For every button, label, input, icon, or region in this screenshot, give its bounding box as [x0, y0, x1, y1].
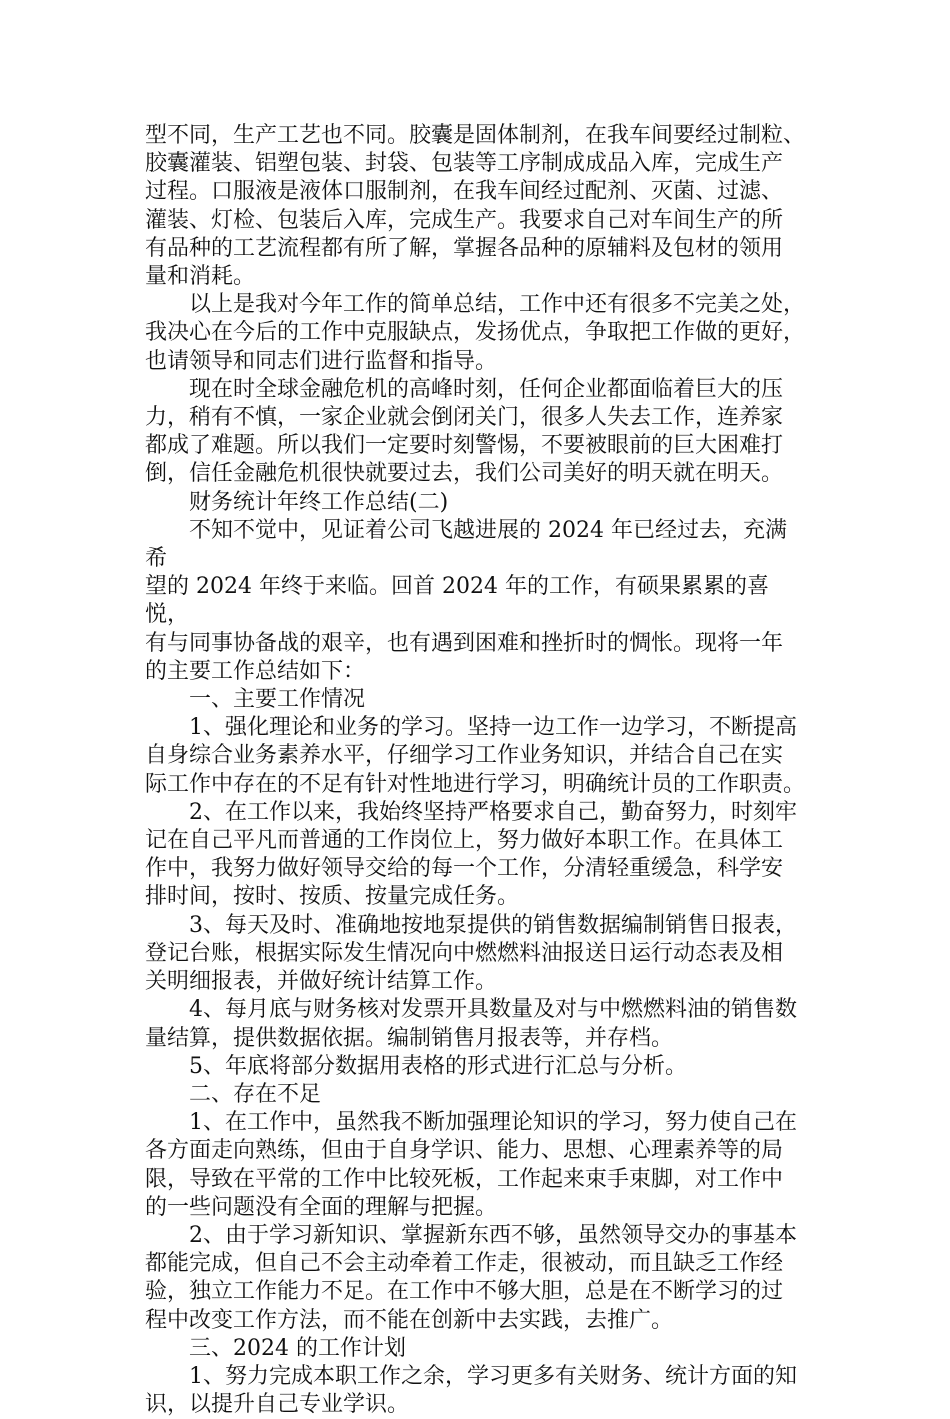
list-item-work-4: 4、每月底与财务核对发票开具数量及对与中燃燃料油的销售数 量结算，提供数据依据。编制销售月报表等，并存档。: [145, 997, 797, 1051]
document-page: [145, 122, 805, 1419]
paragraph-summary-conclusion: 以上是我对今年工作的简单总结，工作中还有很多不完美之处， 我决心在今后的工作中克服缺点，发扬优点，争取把工作做的更好， 也请领导和同志们进行监督和指导。: [145, 292, 806, 374]
list-item-work-2: 2、在工作以来，我始终坚持严格要求自己，勤奋努力，时刻牢 记在自己平凡而普通的工作岗位上，努力做好本职工作。在具体工 作中，我努力做好领导交给的每一个工作，分清轻重缓急，科学安 排时间，按时、按质、按量完成任务。: [145, 799, 797, 910]
list-item-work-5: 5、年底将部分数据用表格的形式进行汇总与分析。: [189, 1053, 687, 1079]
heading-work-plan: 三、2024 的工作计划: [189, 1335, 406, 1361]
list-item-plan-1: 1、努力完成本职工作之余，学习更多有关财务、统计方面的知 识，以提升自己专业学识。: [145, 1363, 797, 1418]
heading-shortcomings: 二、存在不足: [189, 1081, 322, 1107]
list-item-shortcoming-1: 1、在工作中，虽然我不断加强理论知识的学习，努力使自己在 各方面走向熟练，但由于自身学识、能力、思想、心理素养等的局 限，导致在平常的工作中比较死板，工作起来束手束脚，对工作中 的一些问题没有全面的理解与把握。: [145, 1110, 797, 1220]
paragraph-financial-crisis: 现在时全球金融危机的高峰时刻，任何企业都面临着巨大的压 力，稍有不慎，一家企业就会倒闭关门，很多人失去工作，连养家 都成了难题。所以我们一定要时刻警惕，不要被眼前的巨大困难打 倒，信任金融危机很快就要过去，我们公司美好的明天就在明天。: [145, 376, 784, 487]
heading-main-work: 一、主要工作情况: [189, 687, 366, 713]
list-item-work-3: 3、每天及时、准确地按地泵提供的销售数据编制销售日报表， 登记台账，根据实际发生情况向中燃燃料油报送日运行动态表及相 关明细报表，并做好统计结算工作。: [145, 912, 797, 995]
paragraph-production-process: 型不同，生产工艺也不同。胶囊是固体制剂，在我车间要经过制粒、 胶囊灌装、铝塑包装、封袋、包装等工序制成成品入库，完成生产 过程。口服液是液体口服制剂，在我车间经过配剂、灭菌、过滤、 灌装、灯检、包装后入库，完成生产。我要求自己对车间生产的所 有品种的工艺流程都有所了解，掌握各品种的原辅料及包材的领用 量和消耗。: [145, 123, 806, 290]
paragraph-intro: 不知不觉中，见证着公司飞越进展的 2024 年已经过去，充满希 望的 2024 年终于来临。回首 2024 年的工作，有硕果累累的喜悦， 有与同事协备战的艰辛，也有遇到困难和挫折时的惆怅。现将一年 的主要工作总结如下：: [145, 517, 787, 684]
section-title: 财务统计年终工作总结(二): [189, 489, 449, 515]
list-item-shortcoming-2: 2、由于学习新知识、掌握新东西不够，虽然领导交办的事基本 都能完成，但自己不会主动牵着工作走，很被动，而且缺乏工作经 验，独立工作能力不足。在工作中不够大胆，总是在不断学习的过 程中改变工作方法，而不能在创新中去实践，去推广。: [145, 1222, 797, 1333]
list-item-work-1: 1、强化理论和业务的学习。坚持一边工作一边学习，不断提高 自身综合业务素养水平，仔细学习工作业务知识，并结合自己在实 际工作中存在的不足有针对性地进行学习，明确统计员的工作职责。: [145, 715, 806, 797]
